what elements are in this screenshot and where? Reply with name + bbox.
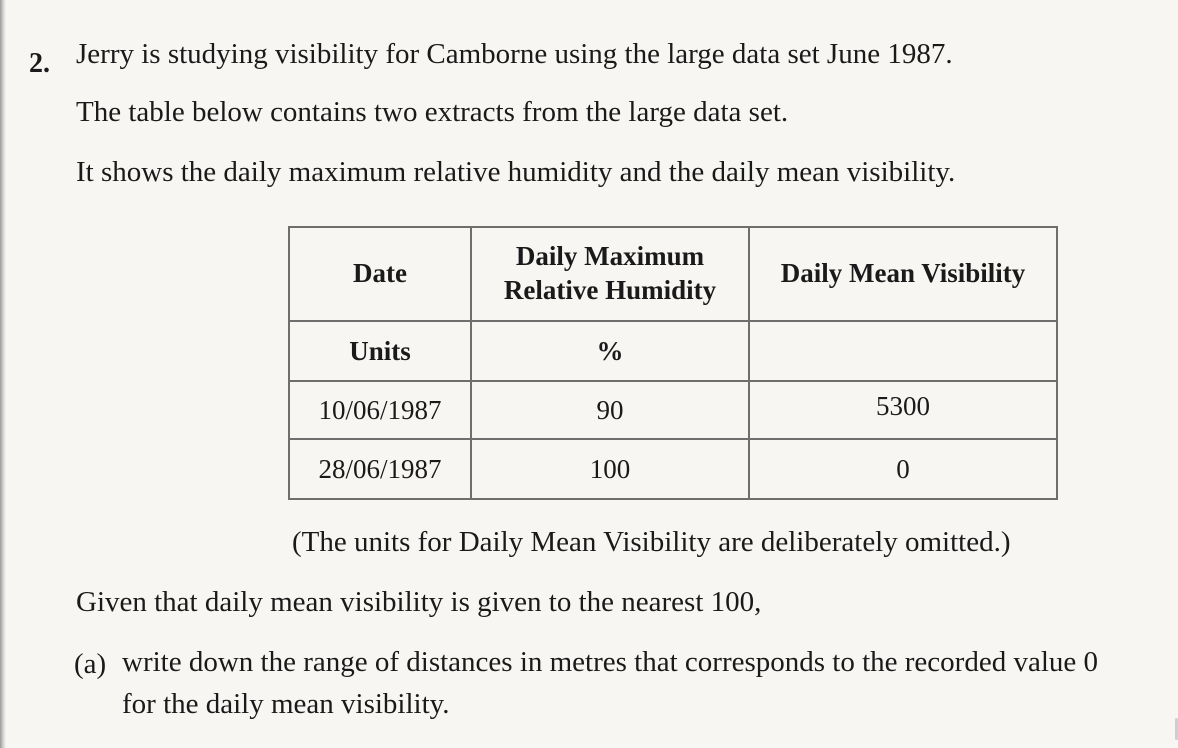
part-a-line-1: write down the range of distances in metres that corresponds to the recorded value 0 [122,646,1099,678]
header-date: Date [289,227,471,321]
row2-date: 28/06/1987 [289,439,471,499]
header-humidity [471,227,749,321]
page-edge [0,0,6,748]
units-row [289,321,1057,381]
intro-line-2: The table below contains two extracts from the large data set. [76,96,789,128]
header-humidity-line1: Daily Maximum [515,241,705,272]
table-header-row [289,227,1057,321]
given-statement: Given that daily mean visibility is given to the nearest 100, [76,586,762,618]
row1-humidity: 90 [471,381,749,439]
units-humidity: % [471,321,749,381]
intro-line-3: It shows the daily maximum relative humidity and the daily mean visibility. [76,156,956,188]
row2-humidity: 100 [471,439,749,499]
row1-visibility: 5300 [876,390,930,421]
units-visibility [749,321,1057,381]
data-table [288,226,1058,500]
table-row [289,439,1057,499]
header-humidity-line2: Relative Humidity [503,275,717,305]
row1-date: 10/06/1987 [289,381,471,439]
question-number: 2. [29,48,50,79]
units-note: (The units for Daily Mean Visibility are deliberately omitted.) [292,526,1011,558]
part-a-line-2: for the daily mean visibility. [122,688,450,720]
table-row [289,381,1057,439]
header-visibility: Daily Mean Visibility [749,227,1057,321]
row2-visibility: 0 [749,439,1057,499]
units-label: Units [289,321,471,381]
intro-line-1: Jerry is studying visibility for Camborne using the large data set June 1987. [76,38,953,70]
part-a-label: (a) [74,648,107,680]
